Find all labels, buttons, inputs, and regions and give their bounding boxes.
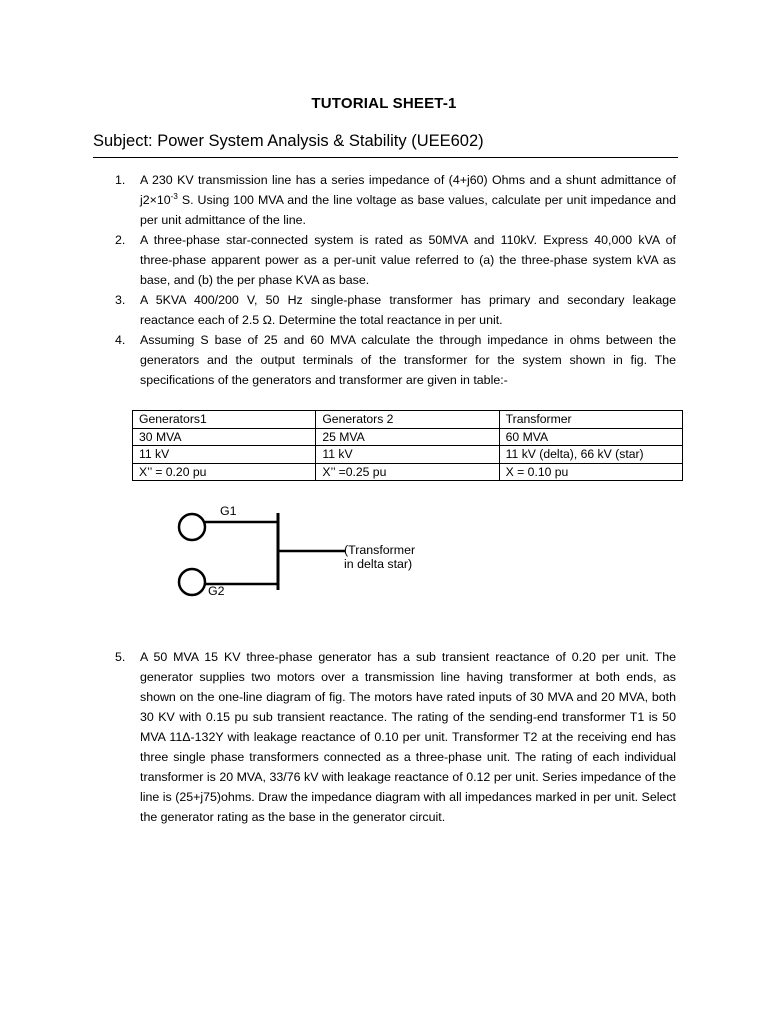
question-text-part: S. Using 100 MVA and the line voltage as base values, calculate per unit impedance and per unit admittance of the line. <box>140 193 676 227</box>
generator-2-symbol <box>179 569 205 595</box>
question-text: A 5KVA 400/200 V, 50 Hz single-phase transformer has primary and secondary leakage reactance each of 2.5 Ω. Determine the total reactance in per unit. <box>140 293 676 327</box>
question-text: Assuming S base of 25 and 60 MVA calculate the through impedance in ohms between the generators and the output terminals of the transformer for the system shown in fig. The specifications of the generators and transformer are given in table:- <box>140 333 676 387</box>
question-number: 5. <box>115 650 126 664</box>
question-number: 2. <box>115 233 126 247</box>
subject-heading: Subject: Power System Analysis & Stability (UEE602) <box>93 132 484 150</box>
question-text: A three-phase star-connected system is rated as 50MVA and 110kV. Express 40,000 kVA of three-phase apparent power as a per-unit value referred to (a) the three-phase system kVA as base, and (b) the per phase KVA as base. <box>140 233 676 287</box>
table-cell: 25 MVA <box>316 428 499 446</box>
table-cell: 30 MVA <box>133 428 316 446</box>
table-cell: 60 MVA <box>499 428 682 446</box>
generator-1-symbol <box>179 514 205 540</box>
output-label: (Transformer in delta star) <box>344 543 416 571</box>
table-row <box>133 428 683 446</box>
question-number: 4. <box>115 333 126 347</box>
question-number: 3. <box>115 293 126 307</box>
table-cell: X = 0.10 pu <box>499 463 682 481</box>
table-cell: 11 kV <box>133 446 316 464</box>
question-number: 1. <box>115 173 126 187</box>
g1-label: G1 <box>220 504 237 518</box>
table-cell: Generators1 <box>133 411 316 429</box>
g2-label: G2 <box>208 584 225 598</box>
heading-divider <box>93 157 678 158</box>
question-text: A 50 MVA 15 KV three-phase generator has a sub transient reactance of 0.20 per unit. The generator supplies two motors over a transmission line having transformer at both ends, as shown on the one-line diagram of fig. The motors have rated inputs of 30 MVA and 20 MVA, both 30 KV with 0.15 pu sub transient reactance. The rating of the sending-end transformer T1 is 50 MVA 11Δ-132Y with leakage reactance of 0.10 per unit. Transformer T2 at the receiving end has three single phase transformers connected as a three-phase unit. The rating of each individual transformer is 20 MVA, 33/76 kV with leakage reactance of 0.12 per unit. Series impedance of the line is (25+j75)ohms. Draw the impedance diagram with all impedances marked in per unit. Select the generator rating as the base in the generator circuit. <box>140 650 676 824</box>
table-row <box>133 446 683 464</box>
question-text <box>140 170 676 230</box>
exponent: -3 <box>170 191 178 201</box>
table-cell: X’’ =0.25 pu <box>316 463 499 481</box>
table-cell: Generators 2 <box>316 411 499 429</box>
table-cell: 11 kV (delta), 66 kV (star) <box>499 446 682 464</box>
table-row <box>133 411 683 429</box>
table-cell: 11 kV <box>316 446 499 464</box>
table-row <box>133 463 683 481</box>
table-cell: X’’ = 0.20 pu <box>133 463 316 481</box>
question-text-part: A 230 KV transmission line has a series impedance of (4+j60) Ohms and a shunt admittance of j2×10 <box>140 173 676 207</box>
page-title: TUTORIAL SHEET-1 <box>311 95 457 112</box>
table-cell: Transformer <box>499 411 682 429</box>
specifications-table <box>132 410 683 481</box>
